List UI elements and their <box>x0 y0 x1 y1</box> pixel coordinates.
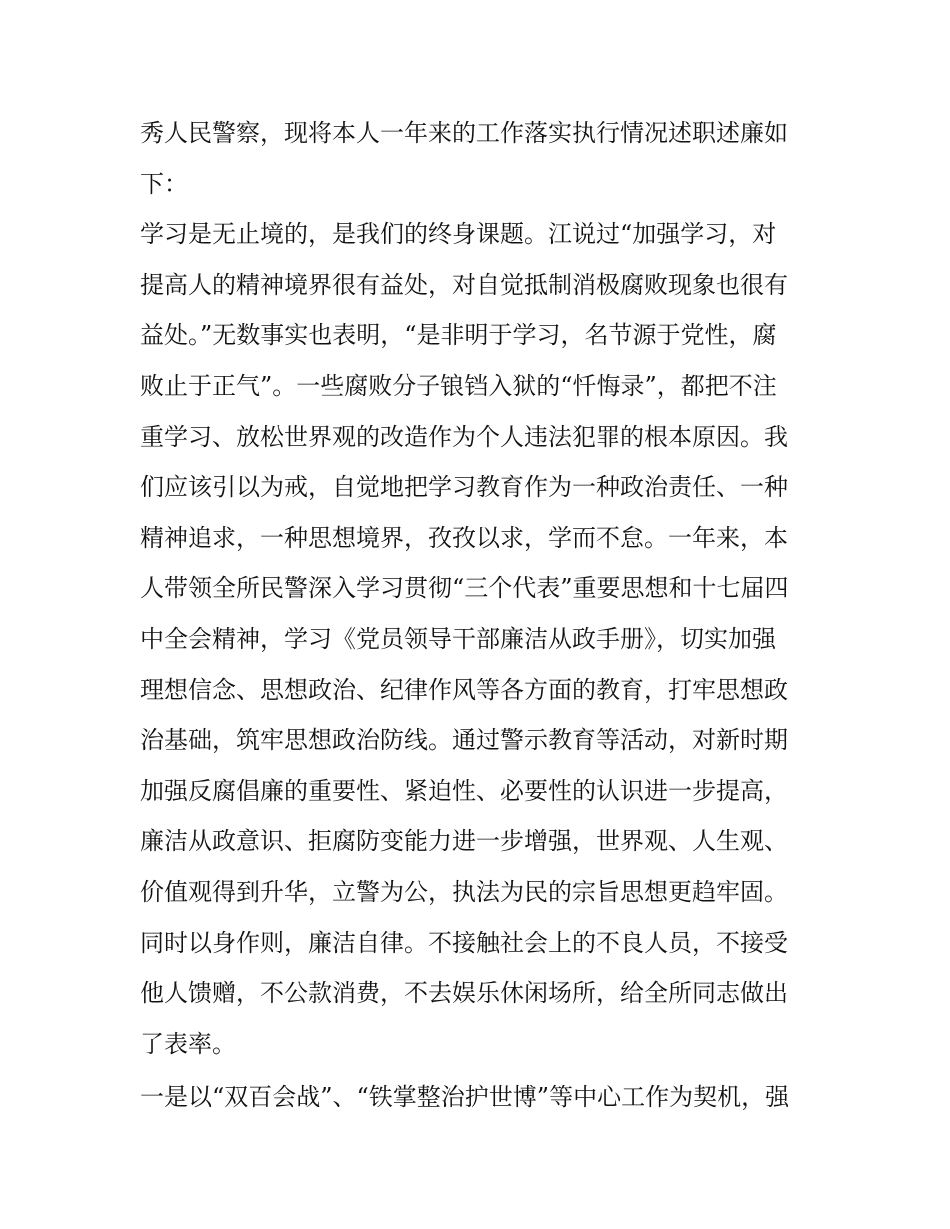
paragraph-1 <box>140 108 820 209</box>
paragraph-3 <box>140 1072 820 1123</box>
text-line: 加强反腐倡廉的重要性、紧迫性、必要性的认识进一步提高， <box>140 776 788 805</box>
text-line: 了表率。 <box>140 1029 236 1058</box>
text-line: 秀人民警察，现将本人一年来的工作落实执行情况述职述廉如 <box>140 119 788 147</box>
text-line: 们应该引以为戒，自觉地把学习教育作为一种政治责任、一种 <box>140 473 788 502</box>
text-line: 他人馈赠，不公款消费，不去娱乐休闲场所，给全所同志做出 <box>140 979 788 1008</box>
text-line: 廉洁从政意识、拒腐防变能力进一步增强，世界观、人生观、 <box>140 827 788 856</box>
text-line: 精神追求，一种思想境界，孜孜以求，学而不怠。一年来，本 <box>140 523 788 552</box>
text-line: 败止于正气”。一些腐败分子锒铛入狱的“忏悔录”，都把不注 <box>140 371 777 400</box>
text-line: 一是以“双百会战”、“铁掌整治护世博”等中心工作为契机，强 <box>140 1083 790 1112</box>
text-line: 同时以身作则，廉洁自律。不接触社会上的不良人员，不接受 <box>140 928 788 957</box>
text-line: 人带领全所民警深入学习贯彻“三个代表”重要思想和十七届四 <box>140 574 789 603</box>
text-line: 重学习、放松世界观的改造作为个人违法犯罪的根本原因。我 <box>140 422 788 451</box>
text-line: 下： <box>140 169 188 198</box>
text-line: 治基础，筑牢思想政治防线。通过警示教育等活动，对新时期 <box>140 726 788 755</box>
text-line: 价值观得到升华，立警为公，执法为民的宗旨思想更趋牢固。 <box>140 877 788 906</box>
text-line: 提高人的精神境界很有益处，对自觉抵制消极腐败现象也很有 <box>140 270 788 299</box>
paragraph-2 <box>140 209 820 1069</box>
text-line: 中全会精神，学习《党员领导干部廉洁从政手册》，切实加强 <box>140 624 776 653</box>
text-line: 学习是无止境的，是我们的终身课题。江说过“加强学习，对 <box>140 220 777 249</box>
document-body <box>140 108 820 1123</box>
text-line: 益处。”无数事实也表明，“是非明于学习，名节源于党性，腐 <box>140 321 777 350</box>
text-line: 理想信念、思想政治、纪律作风等各方面的教育，打牢思想政 <box>140 675 788 704</box>
